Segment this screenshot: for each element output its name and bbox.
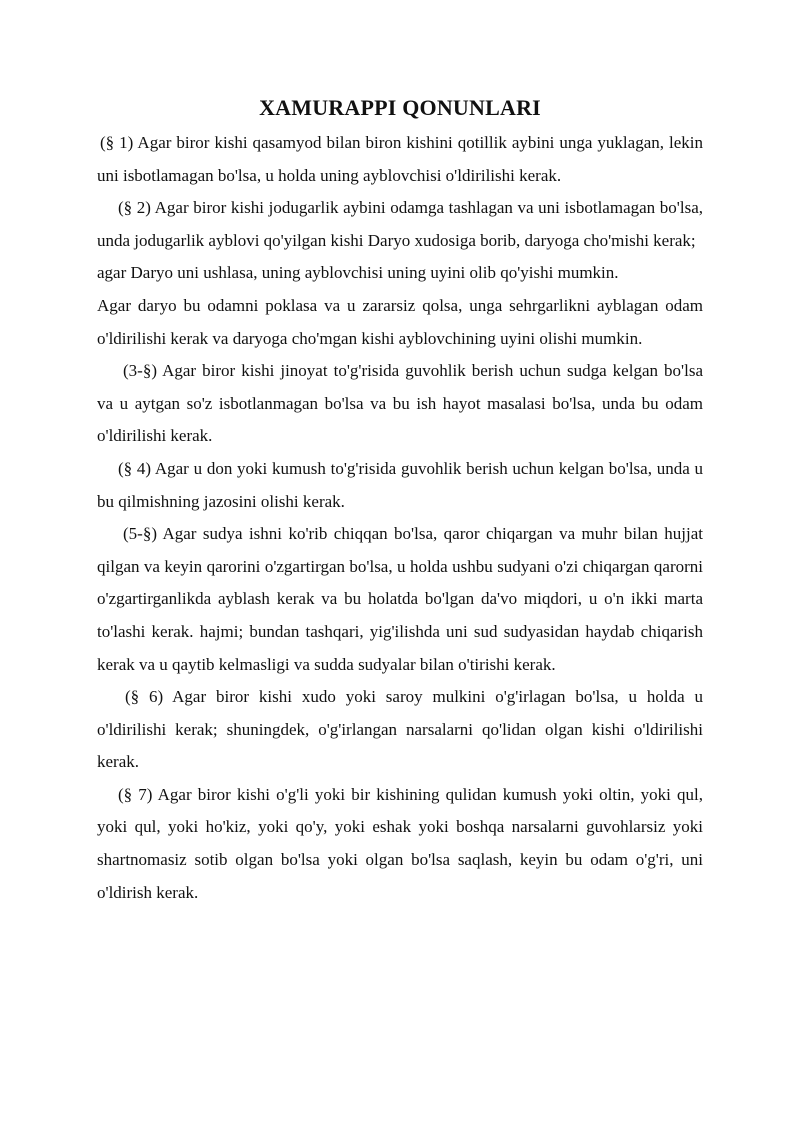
paragraph-section-2-continued: agar Daryo uni ushlasa, uning ayblovchisi uning uyini olib qo'yishi mumkin. — [97, 263, 619, 283]
paragraph-section-1: (§ 1) Agar biror kishi qasamyod bilan biron kishini qotillik aybini unga yuklagan, lekin uni isbotlamagan bo'lsa, u holda uning ayblovchisi o'ldirilishi kerak. — [97, 133, 703, 185]
paragraph-section-5: (5-§) Agar sudya ishni ko'rib chiqqan bo'lsa, qaror chiqargan va muhr bilan hujjat qilgan va keyin qarorini o'zgartirgan bo'lsa, u holda ushbu sudyani o'zi chiqargan qarorni o'zgartirganlikda ayblash kerak va bu holatda bo'lgan da'vo miqdori, u o'n ikki marta to'lashi kerak. hajmi; bundan tashqari, yig'ilishda uni sud sudyasidan haydab chiqarish kerak va u qaytib kelmasligi va sudda sudyalar bilan o'tirishi kerak. — [97, 524, 703, 674]
document-title: XAMURAPPI QONUNLARI — [259, 95, 541, 120]
paragraph-section-3: (3-§) Agar biror kishi jinoyat to'g'risida guvohlik berish uchun sudga kelgan bo'lsa va u aytgan so'z isbotlanmagan bo'lsa va bu ish hayot masalasi bo'lsa, unda bu odam o'ldirilishi kerak. — [97, 361, 703, 446]
document-page — [97, 92, 703, 909]
paragraph-section-2: (§ 2) Agar biror kishi jodugarlik aybini odamga tashlagan va uni isbotlamagan bo'lsa, unda jodugarlik ayblovi qo'yilgan kishi Daryo xudosiga borib, daryoga cho'mishi kerak; — [97, 198, 703, 250]
paragraph-section-6: (§ 6) Agar biror kishi xudo yoki saroy mulkini o'g'irlagan bo'lsa, u holda u o'ldirilishi kerak; shuningdek, o'g'irlangan narsalarni qo'lidan olgan kishi o'ldirilishi kerak. — [97, 687, 703, 772]
paragraph-section-7: (§ 7) Agar biror kishi o'g'li yoki bir kishining qulidan kumush yoki oltin, yoki qul, yoki qul, yoki ho'kiz, yoki qo'y, yoki eshak yoki boshqa narsalarni guvohlarsiz yoki shartnomasiz sotib olgan bo'lsa yoki olgan bo'lsa saqlash, keyin bu odam o'g'ri, uni o'ldirish kerak. — [97, 784, 703, 902]
paragraph-section-2-conclusion: Agar daryo bu odamni poklasa va u zararsiz qolsa, unga sehrgarlikni ayblagan odam o'ldirilishi kerak va daryoga cho'mgan kishi ayblovchining uyini olishi mumkin. — [97, 295, 703, 348]
paragraph-section-4: (§ 4) Agar u don yoki kumush to'g'risida guvohlik berish uchun kelgan bo'lsa, unda u bu qilmishning jazosini olishi kerak. — [97, 458, 703, 511]
